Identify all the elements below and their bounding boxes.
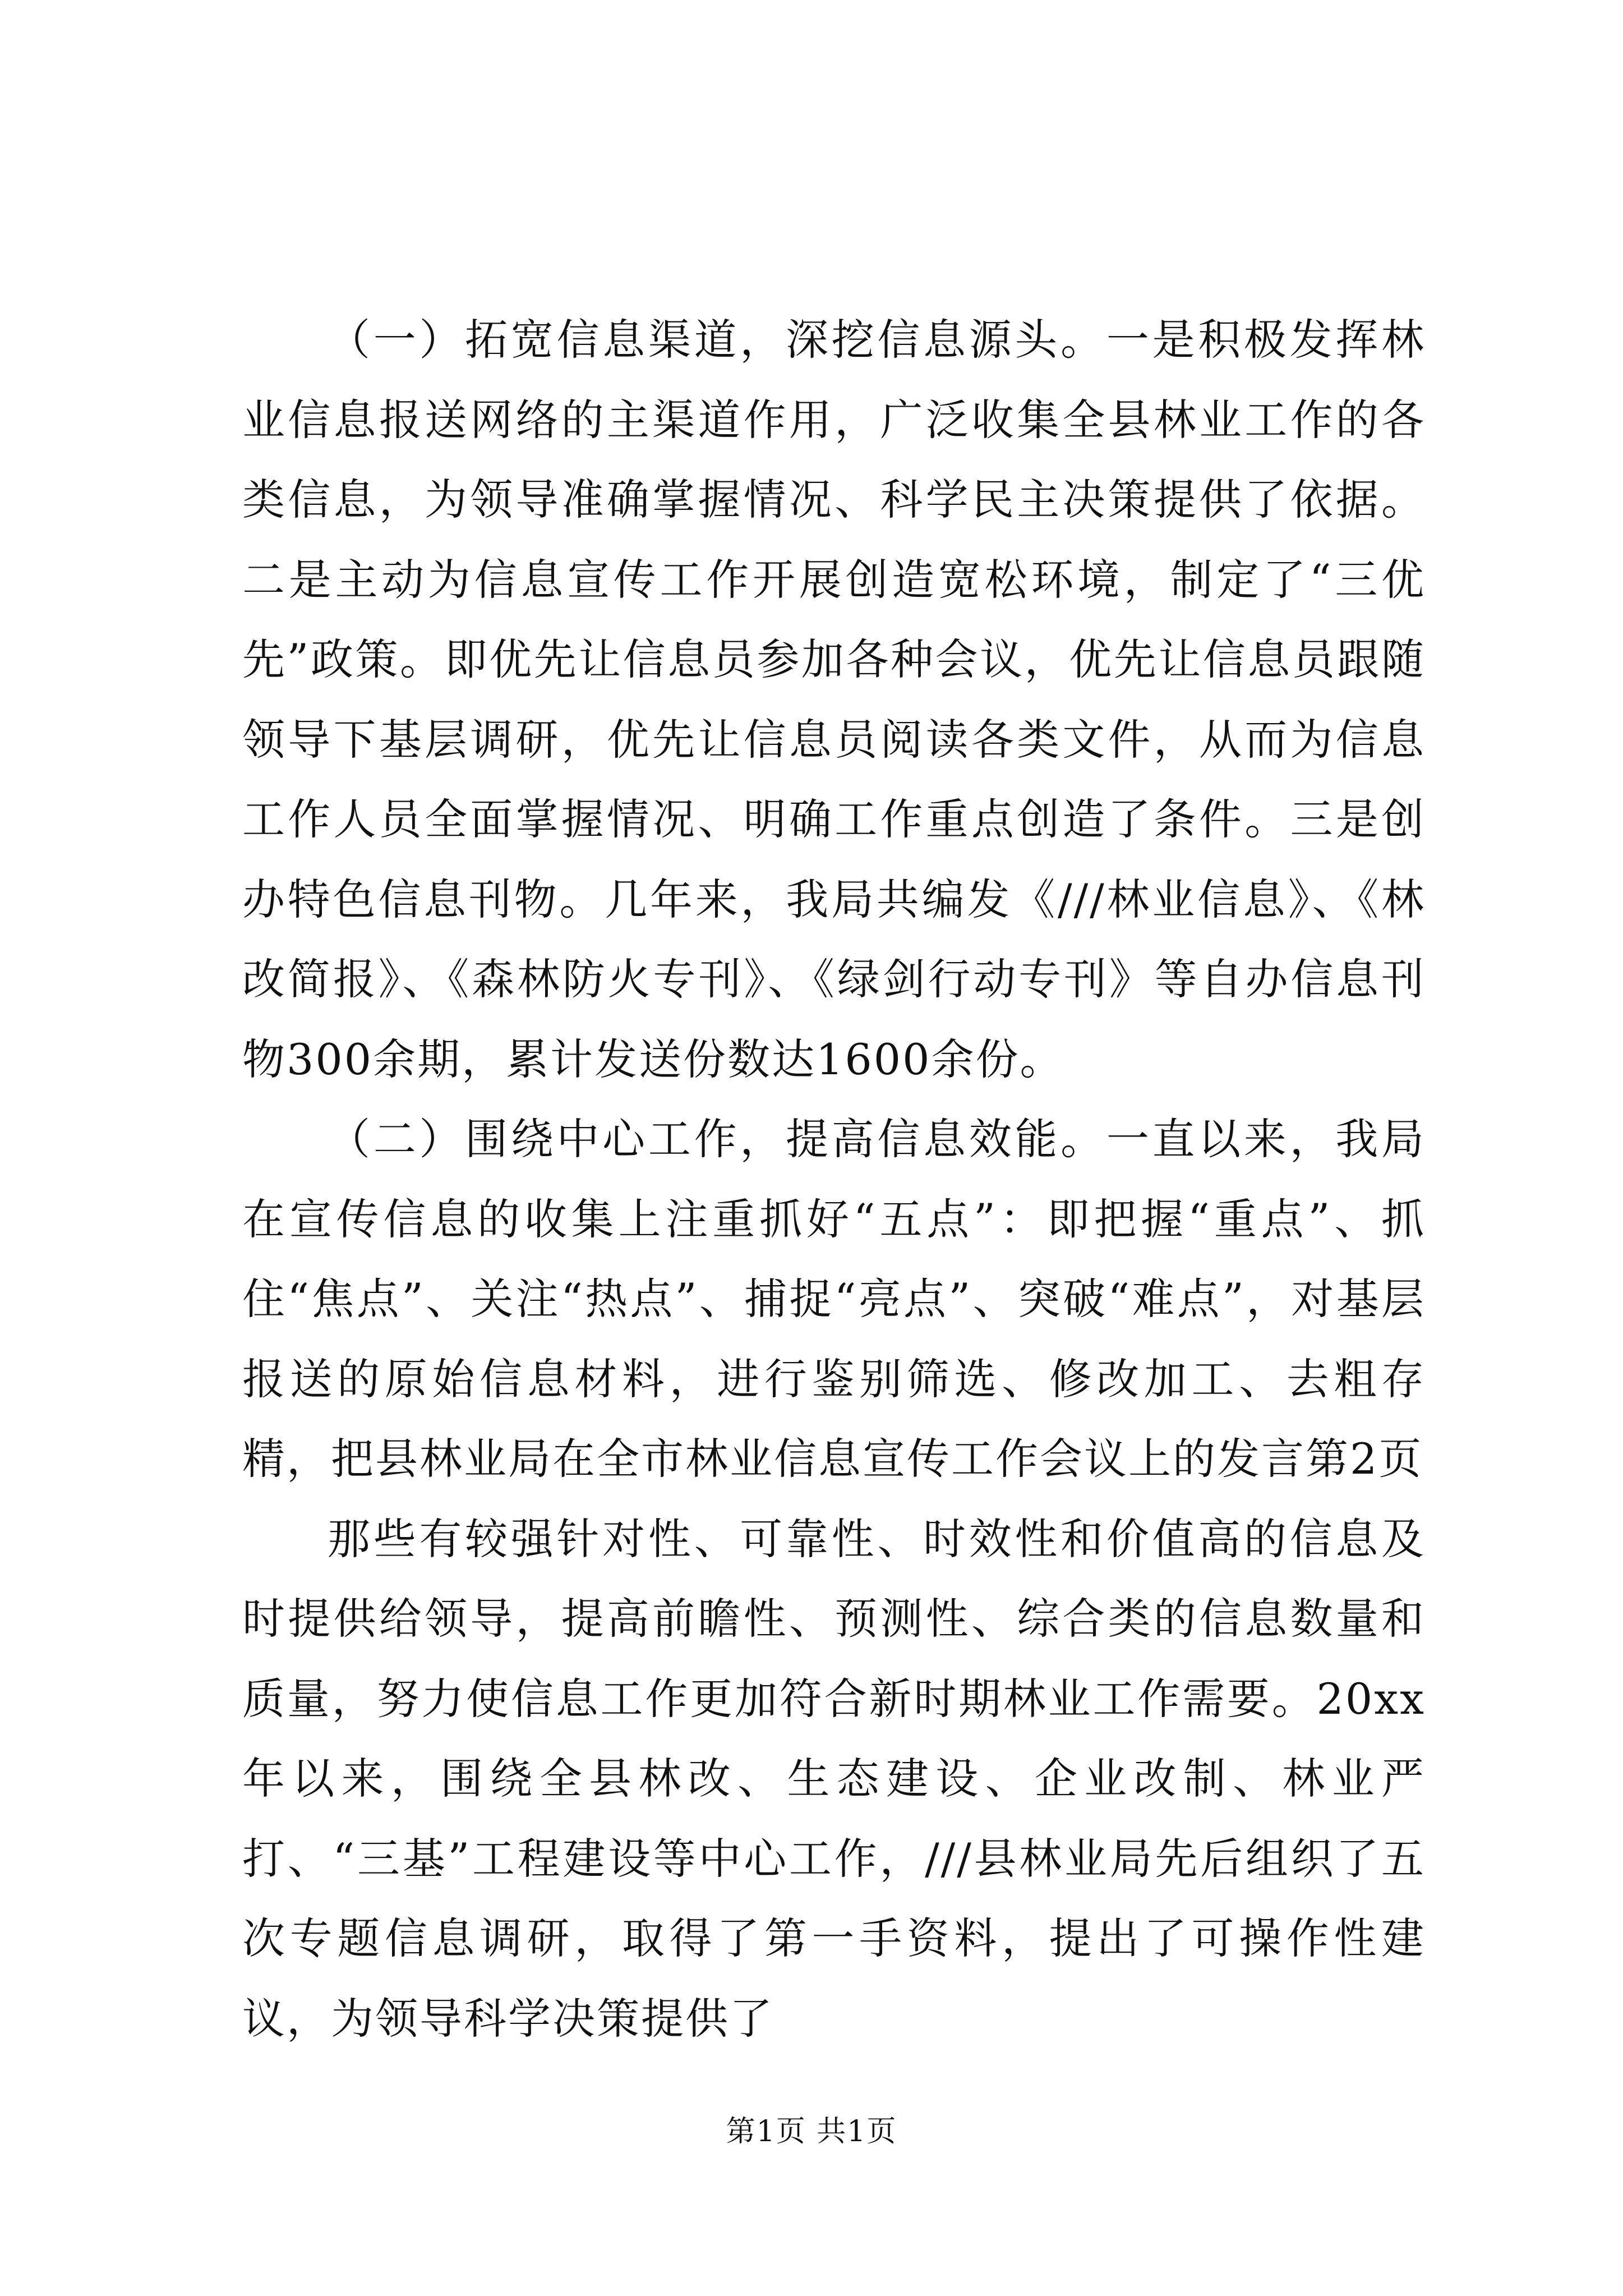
- paragraph-2: （二）围绕中心工作，提高信息效能。一直以来，我局在宣传信息的收集上注重抓好“五点”：即把握“重点”、抓住“焦点”、关注“热点”、捕捉“亮点”、突破“难点”，对基层报送的原始信息材料，进行鉴别筛选、修改加工、去粗存精，把县林业局在全市林业信息宣传工作会议上的发言第2页: [242, 1114, 1426, 1484]
- page-footer: 第1页 共1页: [726, 2115, 897, 2148]
- paragraph-3: 那些有较强针对性、可靠性、时效性和价值高的信息及时提供给领导，提高前瞻性、预测性、综合类的信息数量和质量，努力使信息工作更加符合新时期林业工作需要。20xx年以来，围绕全县林改、生态建设、企业改制、林业严打、“三基”工程建设等中心工作，///县林业局先后组织了五次专题信息调研，取得了第一手资料，提出了可操作性建议，为领导科学决策提供了: [242, 1513, 1426, 2044]
- document-body: [242, 300, 1426, 2059]
- paragraph-1: （一）拓宽信息渠道，深挖信息源头。一是积极发挥林业信息报送网络的主渠道作用，广泛收集全县林业工作的各类信息，为领导准确掌握情况、科学民主决策提供了依据。二是主动为信息宣传工作开展创造宽松环境，制定了“三优先”政策。即优先让信息员参加各种会议，优先让信息员跟随领导下基层调研，优先让信息员阅读各类文件，从而为信息工作人员全面掌握情况、明确工作重点创造了条件。三是创办特色信息刊物。几年来，我局共编发《///林业信息》、《林改简报》、《森林防火专刊》、《绿剑行动专刊》等自办信息刊物300余期，累计发送份数达1600余份。: [242, 315, 1426, 1084]
